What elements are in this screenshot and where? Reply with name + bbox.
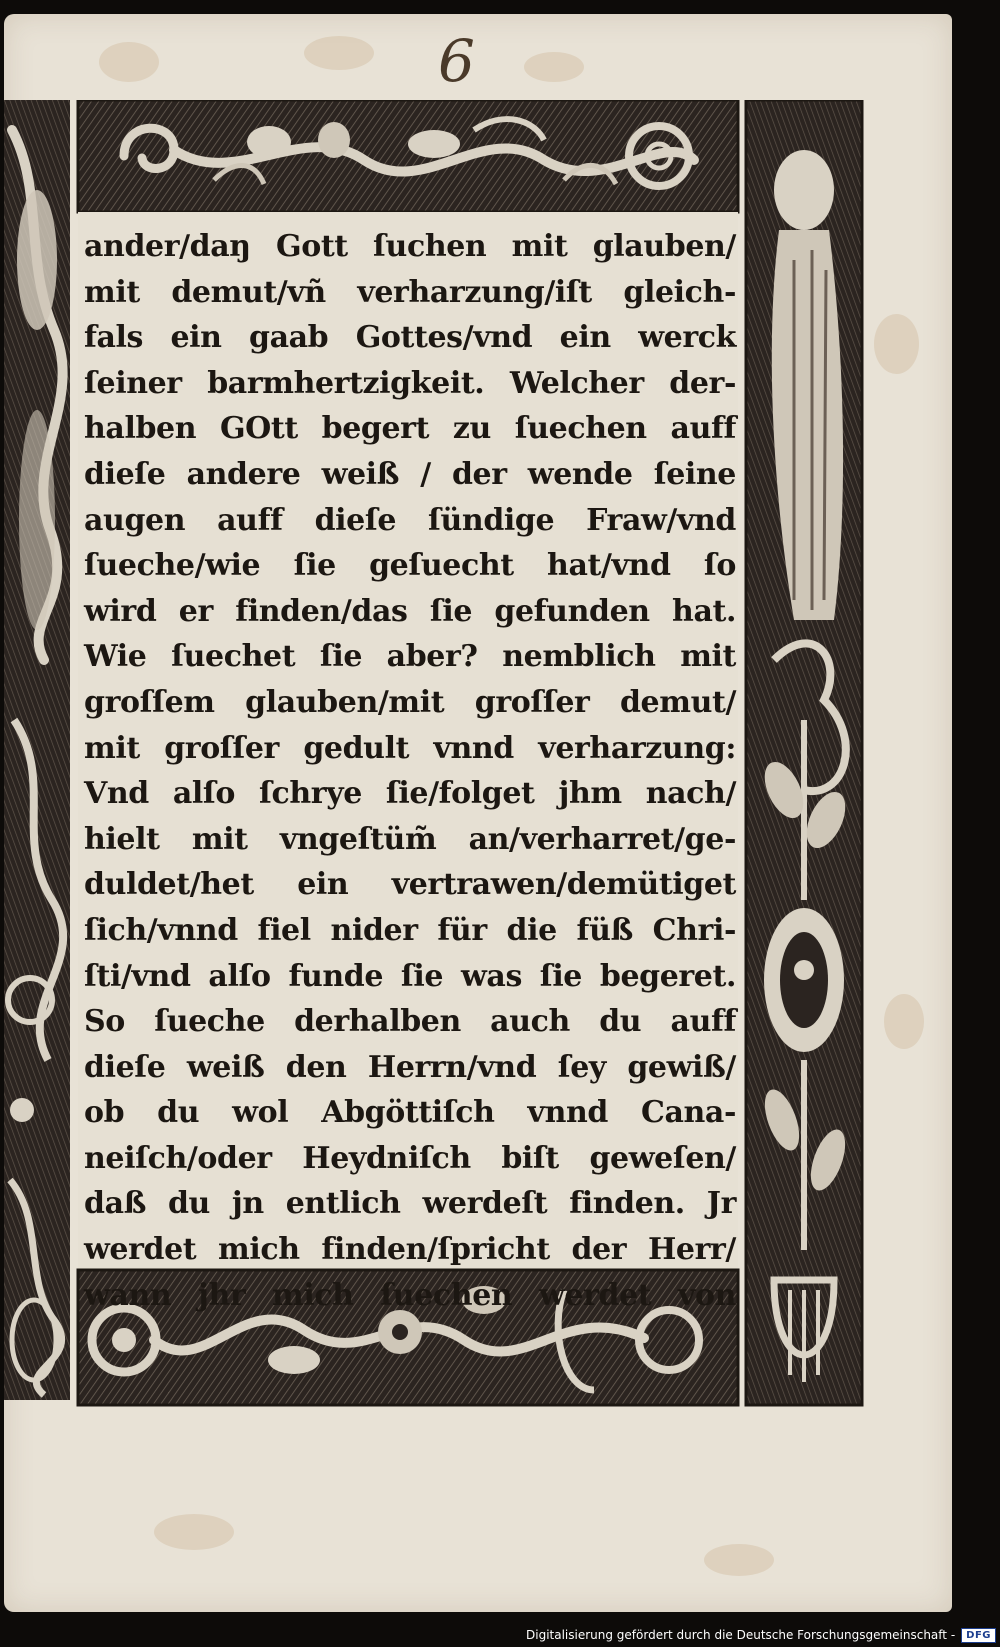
text-line: neiſch/oder Heydniſch biſt geweſen/: [84, 1140, 736, 1176]
text-line: ander/daŋ Gott ſuchen mit glauben/: [84, 229, 736, 264]
text-line: Vnd alſo ſchrye ſie/folget jhm nach/: [84, 776, 736, 812]
credit-text: Digitalisierung gefördert durch die Deutsche Forschungsgemeinschaft -: [526, 1628, 956, 1642]
paper-stain: [704, 1544, 774, 1576]
paper-stain: [884, 994, 924, 1049]
text-line: dieſe andere weiß / der wende ſeine: [84, 456, 736, 492]
folio-number: 6: [438, 27, 475, 95]
text-line: augen auff dieſe ſündige Fraw/vnd: [84, 502, 736, 538]
paper-stain: [154, 1514, 234, 1550]
body-text: [84, 224, 736, 1319]
text-line: ob du wol Abgöttiſch vnnd Cana-: [84, 1095, 736, 1131]
right-border-strip: [746, 100, 862, 1405]
text-line: ſeiner barmhertzigkeit. Welcher der-: [84, 365, 736, 401]
text-line: dieſe weiß den Herrn/vnd ſey gewiß/: [84, 1049, 736, 1085]
text-line: wird er finden/das ſie gefunden hat.: [84, 593, 736, 629]
text-line: werdet mich finden/ſpricht der Herr/: [84, 1232, 736, 1268]
text-line: duldet/het ein vertrawen/demütiget: [84, 867, 736, 903]
text-line: fals ein gaab Gottes/vnd ein werck: [84, 320, 736, 356]
text-line: daß du jn entlich werdeſt finden. Jr: [84, 1186, 736, 1222]
text-line: Wie ſuechet ſie aber? nemblich mit: [84, 639, 736, 675]
left-border-strip: [4, 100, 70, 1400]
text-line: hielt mit vngeſtüm̃ an/verharret/ge-: [84, 821, 736, 857]
digitization-credit: [526, 1625, 996, 1645]
text-line: mit demut/vñ verharzung/iſt gleich-: [84, 274, 736, 310]
text-line: halben GOtt begert zu ſuechen auff: [84, 411, 736, 447]
paper-stain: [99, 42, 159, 82]
book-page: [4, 14, 952, 1612]
text-line: mit groſſer gedult vnnd verharzung:: [84, 730, 736, 766]
top-ornament-panel: [78, 100, 738, 212]
text-line: ſich/vnnd fiel nider für die füß Chri-: [84, 912, 736, 948]
text-line: ſti/vnd alſo funde ſie was ſie begeret.: [84, 958, 736, 994]
paper-stain: [524, 52, 584, 82]
text-line: So ſueche derhalben auch du auff: [84, 1004, 736, 1040]
text-line: groſſem glauben/mit groſſer demut/: [84, 684, 736, 720]
paper-stain: [304, 36, 374, 70]
paper-stain: [874, 314, 919, 374]
text-line: wann jhr mich ſuechen werdet von: [84, 1277, 736, 1313]
text-line: ſueche/wie ſie geſuecht hat/vnd ſo: [84, 548, 736, 584]
dfg-logo: DFG: [961, 1628, 996, 1643]
